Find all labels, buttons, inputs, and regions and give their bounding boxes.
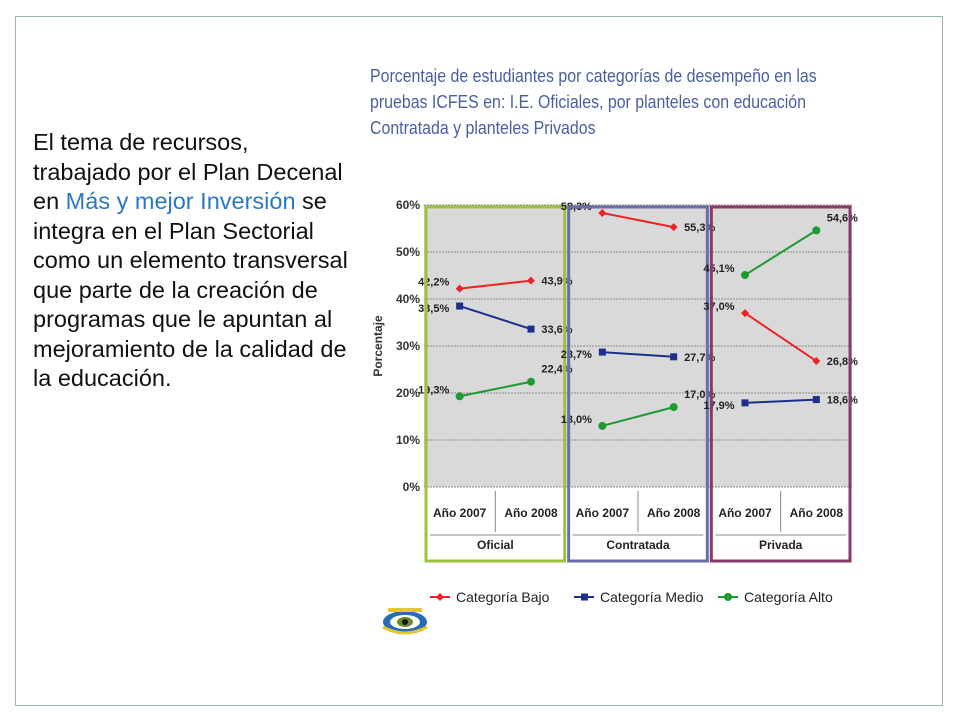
data-label: 54,6% <box>826 212 858 225</box>
x-tick-label: Año 2008 <box>646 506 701 520</box>
group-label: Oficial <box>476 538 514 552</box>
body-text-part1: El tema de recursos, trabajado por el Plan Decenal en <box>33 129 343 214</box>
body-paragraph <box>33 128 353 394</box>
group-label: Contratada <box>606 538 670 552</box>
data-point-alto <box>670 403 678 411</box>
y-tick-label: 20% <box>395 386 420 400</box>
y-tick-label: 50% <box>395 245 420 259</box>
legend-label: Categoría Alto <box>744 589 833 605</box>
body-text-highlight: Más y mejor Inversión <box>65 188 296 214</box>
legend-label: Categoría Medio <box>600 589 704 605</box>
chart-title-line-2: pruebas ICFES en: I.E. Oficiales, por planteles con educación <box>370 91 807 112</box>
data-label: 18,6% <box>826 394 858 407</box>
data-point-medio <box>813 396 820 403</box>
x-tick-label: Año 2007 <box>575 506 630 520</box>
data-label: 42,2% <box>418 276 450 289</box>
data-label: 33,6% <box>541 324 573 337</box>
y-axis-label: Porcentaje <box>371 315 385 377</box>
data-label: 26,8% <box>826 356 858 369</box>
data-label: 19,3% <box>418 384 450 397</box>
data-label: 17,9% <box>703 399 735 412</box>
chart-title-line-3: Contratada y planteles Privados <box>370 117 596 138</box>
chart-title-line-1: Porcentaje de estudiantes por categorías de desempeño en las <box>370 65 817 86</box>
data-label: 45,1% <box>703 263 735 276</box>
group-label: Privada <box>758 538 803 552</box>
chart-title <box>370 63 817 141</box>
x-tick-label: Año 2008 <box>504 506 558 520</box>
y-tick-label: 40% <box>395 292 420 306</box>
data-label: 13,0% <box>560 413 592 426</box>
data-point-medio <box>528 326 535 333</box>
legend-marker <box>724 593 732 601</box>
x-tick-label: Año 2008 <box>789 506 844 520</box>
institution-logo <box>380 605 430 635</box>
data-label: 55,3% <box>684 222 716 235</box>
y-tick-label: 0% <box>402 480 420 494</box>
data-point-medio <box>599 349 606 356</box>
y-tick-label: 60% <box>395 198 420 212</box>
data-label: 17,0% <box>684 389 716 402</box>
y-tick-label: 30% <box>395 339 420 353</box>
data-label: 38,5% <box>418 303 450 316</box>
data-label: 28,7% <box>560 349 592 362</box>
data-point-medio <box>456 303 463 310</box>
data-point-medio <box>670 353 677 360</box>
x-tick-label: Año 2007 <box>718 506 772 520</box>
data-point-alto <box>456 392 464 400</box>
data-point-alto <box>741 271 749 279</box>
data-label: 22,4% <box>541 363 573 376</box>
data-point-alto <box>812 226 820 234</box>
legend-label: Categoría Bajo <box>456 589 550 605</box>
x-tick-label: Año 2007 <box>432 506 487 520</box>
chart-area <box>360 185 880 625</box>
data-point-medio <box>742 399 749 406</box>
data-point-alto <box>527 378 535 386</box>
y-tick-label: 10% <box>395 433 420 447</box>
data-label: 27,7% <box>684 351 716 364</box>
data-label: 43,9% <box>541 275 573 288</box>
body-text-part2: se integra en el Plan Sectorial como un elemento transversal que parte de la creación de programas que le apuntan al mejoramiento de la calidad de la educación. <box>33 188 348 391</box>
data-point-alto <box>598 422 606 430</box>
data-label: 58,3% <box>560 200 592 213</box>
data-label: 37,0% <box>703 301 735 314</box>
legend-marker <box>581 594 588 601</box>
legend-marker <box>436 593 444 601</box>
